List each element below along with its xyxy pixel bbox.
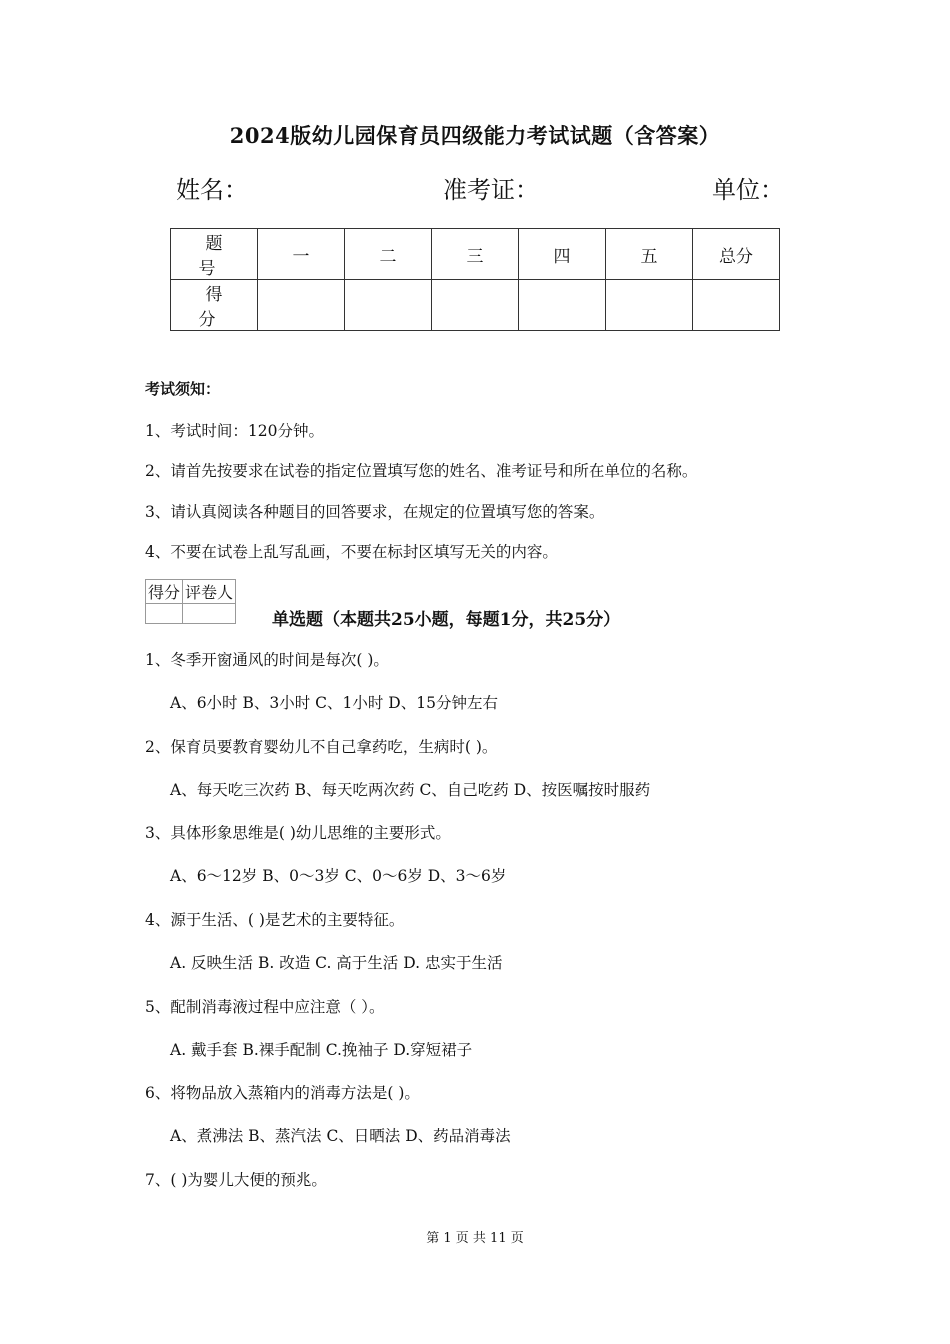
question-options: A、每天吃三次药 B、每天吃两次药 C、自己吃药 D、按医嘱按时服药 xyxy=(170,781,651,799)
page-footer: 第 1 页 共 11 页 xyxy=(426,1231,524,1246)
grader-name-label: 评卷人 xyxy=(183,580,236,604)
section-title: 单选题（本题共25小题，每题1分，共25分） xyxy=(272,610,621,630)
score-table-header-cell: 总分 xyxy=(693,229,780,280)
question-stem: 6、将物品放入蒸箱内的消毒方法是( )。 xyxy=(145,1084,420,1102)
question-stem: 4、源于生活、( )是艺术的主要特征。 xyxy=(145,911,405,929)
question-options: A、煮沸法 B、蒸汽法 C、日晒法 D、药品消毒法 xyxy=(170,1127,511,1145)
question-options: A、6小时 B、3小时 C、1小时 D、15分钟左右 xyxy=(170,694,498,712)
question-options: A、6～12岁 B、0～3岁 C、0～6岁 D、3～6岁 xyxy=(170,867,507,885)
unit-field-label: 单位： xyxy=(712,176,784,204)
question-stem: 5、配制消毒液过程中应注意（ ）。 xyxy=(145,998,385,1016)
question-stem: 7、( )为婴儿大便的预兆。 xyxy=(145,1171,327,1189)
notice-heading: 考试须知： xyxy=(145,380,221,398)
score-table-header-cell: 四 xyxy=(519,229,606,280)
score-table-header-cell: 三 xyxy=(432,229,519,280)
score-row-label: 得 分 xyxy=(171,280,258,331)
notice-item: 1、考试时间：120分钟。 xyxy=(145,422,324,440)
name-field-label: 姓名： xyxy=(176,176,248,204)
score-table-header-cell: 五 xyxy=(606,229,693,280)
grader-name-cell[interactable] xyxy=(183,604,236,624)
question-stem: 3、具体形象思维是( )幼儿思维的主要形式。 xyxy=(145,824,451,842)
notice-item: 4、不要在试卷上乱写乱画，不要在标封区填写无关的内容。 xyxy=(145,543,558,561)
score-table-header-cell: 二 xyxy=(345,229,432,280)
grader-score-label: 得分 xyxy=(146,580,183,604)
score-cell[interactable] xyxy=(606,280,693,331)
grader-score-cell[interactable] xyxy=(146,604,183,624)
score-table-header-cell: 一 xyxy=(258,229,345,280)
notice-item: 3、请认真阅读各种题目的回答要求，在规定的位置填写您的答案。 xyxy=(145,503,605,521)
score-cell[interactable] xyxy=(519,280,606,331)
score-table-header-cell: 题 号 xyxy=(171,229,258,280)
score-cell[interactable] xyxy=(258,280,345,331)
score-cell[interactable] xyxy=(432,280,519,331)
score-table-header-row xyxy=(171,229,780,280)
question-stem: 1、冬季开窗通风的时间是每次( )。 xyxy=(145,651,389,669)
document-title: 2024版幼儿园保育员四级能力考试试题（含答案） xyxy=(229,123,721,148)
score-cell[interactable] xyxy=(345,280,432,331)
notice-item: 2、请首先按要求在试卷的指定位置填写您的姓名、准考证号和所在单位的名称。 xyxy=(145,462,698,480)
exam-id-field-label: 准考证： xyxy=(443,176,539,204)
question-options: A. 戴手套 B.裸手配制 C.挽袖子 D.穿短裙子 xyxy=(170,1041,473,1059)
score-table xyxy=(170,228,780,331)
score-cell[interactable] xyxy=(693,280,780,331)
question-options: A. 反映生活 B. 改造 C. 高于生活 D. 忠实于生活 xyxy=(170,954,503,972)
score-table-score-row xyxy=(171,280,780,331)
question-stem: 2、保育员要教育婴幼儿不自己拿药吃，生病时( )。 xyxy=(145,738,498,756)
grader-box xyxy=(145,579,236,624)
